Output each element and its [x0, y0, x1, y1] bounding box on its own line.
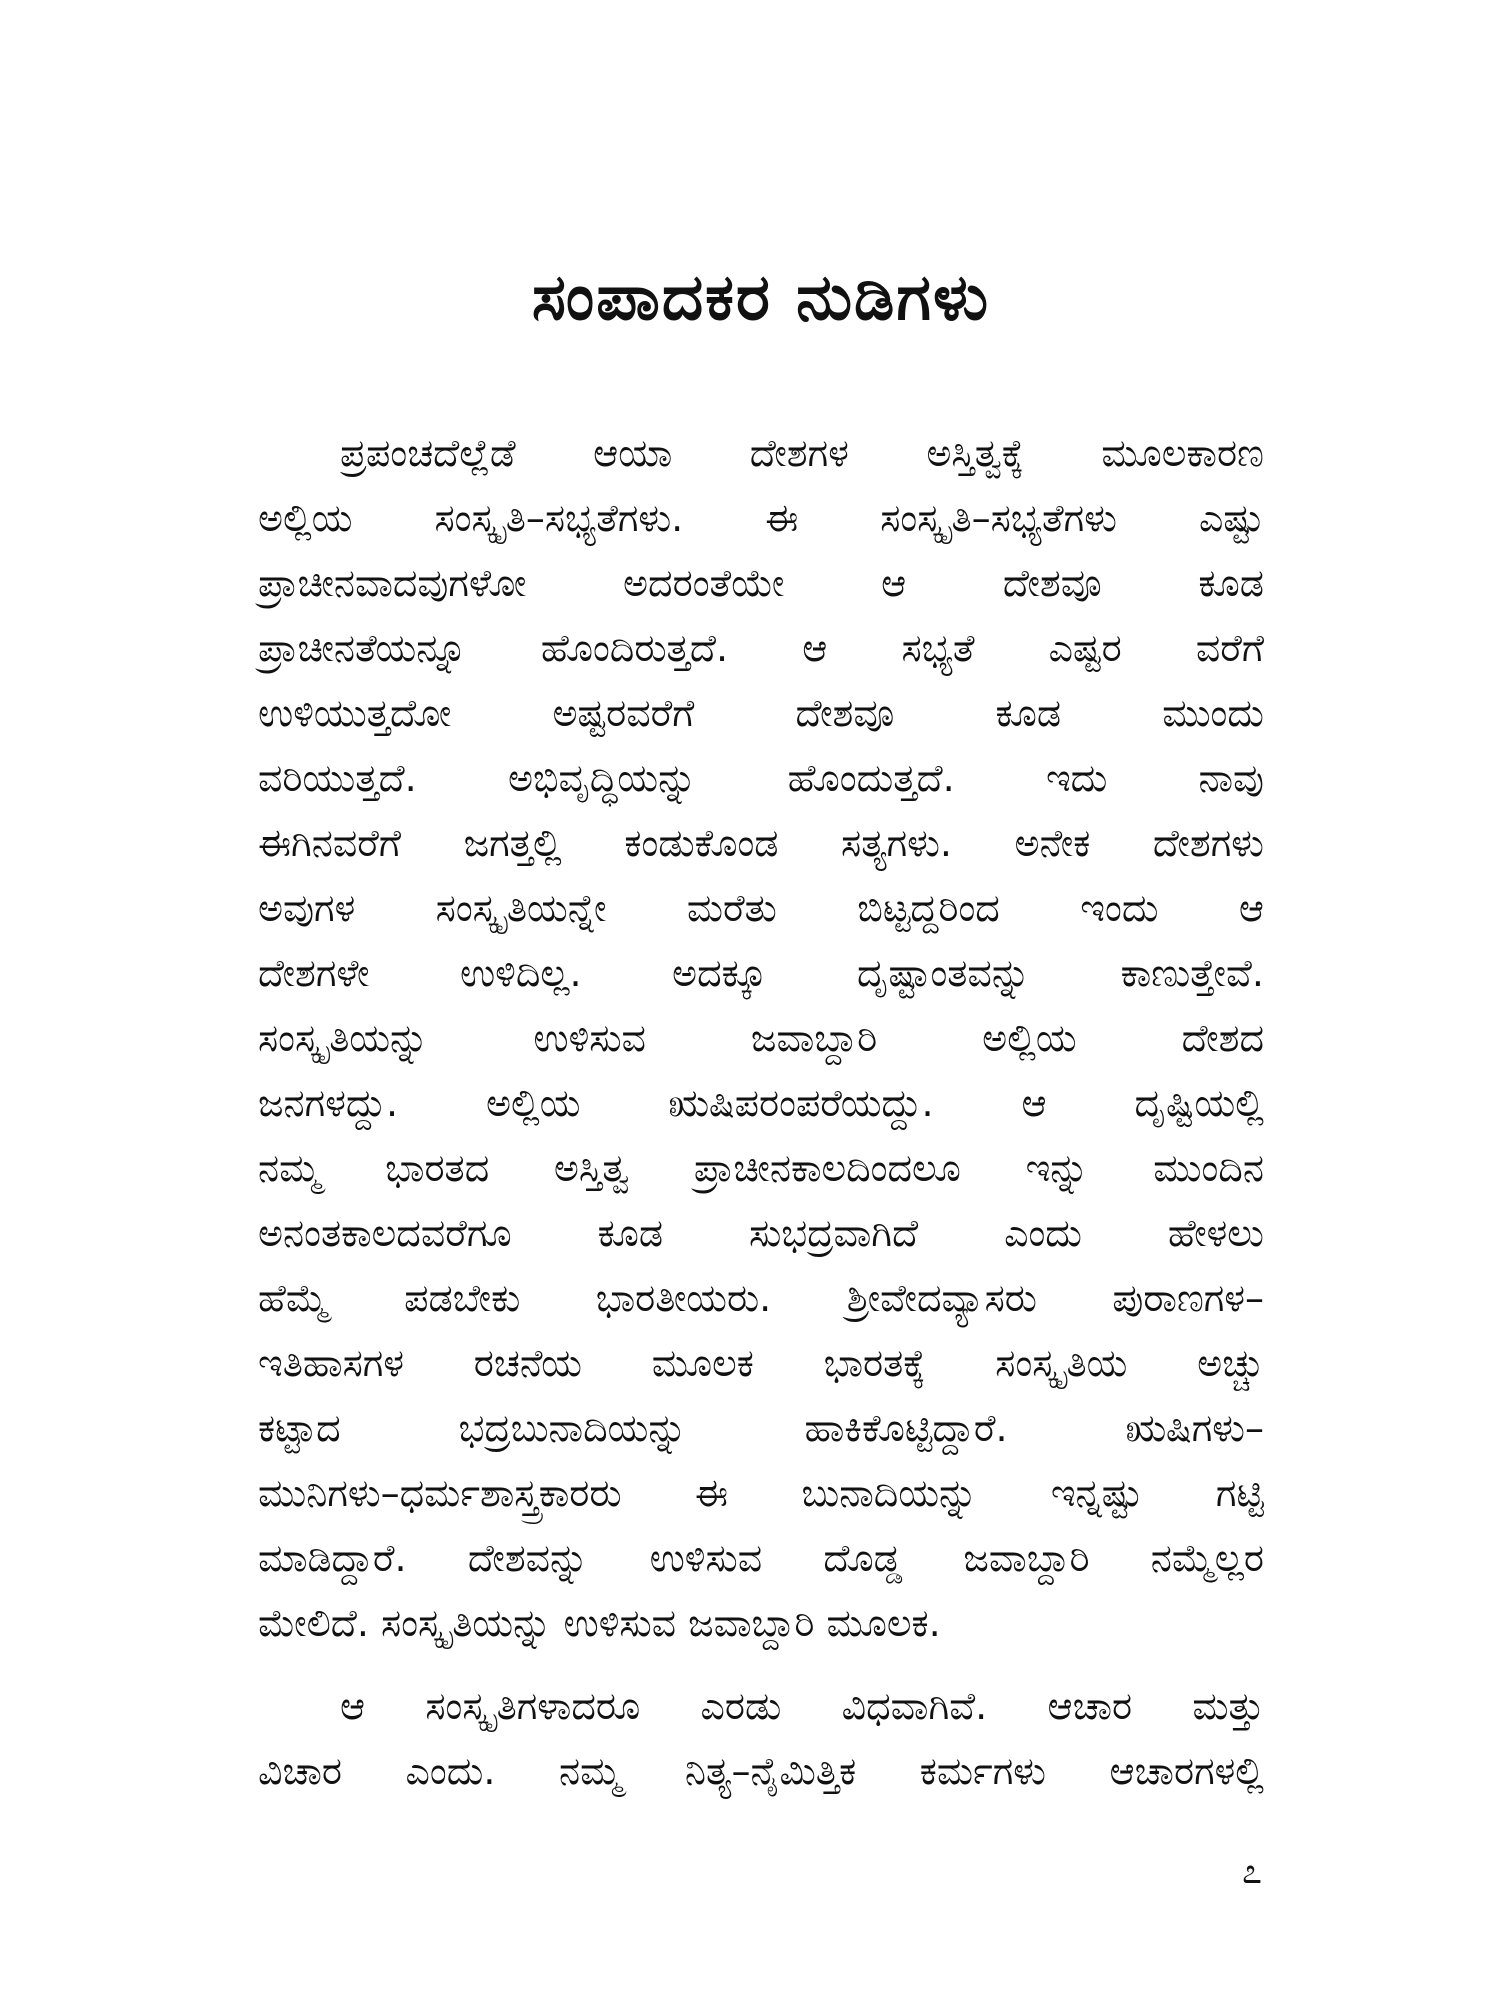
- text-line: ಹೆಮ್ಮೆ ಪಡಬೇಕು ಭಾರತೀಯರು. ಶ್ರೀವೇದವ್ಯಾಸರು ಪುರಾಣಗಳ–: [258, 1276, 1264, 1320]
- text-line: ಮೇಲಿದೆ. ಸಂಸ್ಕೃತಿಯನ್ನು ಉಳಿಸುವ ಜವಾಬ್ದಾರಿ ಮೂಲಕ.: [258, 1601, 941, 1645]
- paragraph-2: [258, 1674, 1264, 1804]
- text-line: ನಮ್ಮ ಭಾರತದ ಅಸ್ತಿತ್ವ ಪ್ರಾಚೀನಕಾಲದಿಂದಲೂ ಇನ್ನು ಮುಂದಿನ: [258, 1146, 1264, 1190]
- text-line: ಅನಂತಕಾಲದವರೆಗೂ ಕೂಡ ಸುಭದ್ರವಾಗಿದೆ ಎಂದು ಹೇಳಲು: [258, 1211, 1264, 1255]
- text-line: ವರಿಯುತ್ತದೆ. ಅಭಿವೃದ್ಧಿಯನ್ನು ಹೊಂದುತ್ತದೆ. ಇದು ನಾವು: [258, 756, 1264, 800]
- text-line: ಪ್ರಾಚೀನವಾದವುಗಳೋ ಅದರಂತೆಯೇ ಆ ದೇಶವೂ ಕೂಡ: [258, 561, 1264, 605]
- text-line: ಇತಿಹಾಸಗಳ ರಚನೆಯ ಮೂಲಕ ಭಾರತಕ್ಕೆ ಸಂಸ್ಕೃತಿಯ ಅಚ್ಚು: [258, 1341, 1264, 1385]
- page-title: ಸಂಪಾದಕರ ನುಡಿಗಳು: [531, 261, 991, 335]
- text-line: ಉಳಿಯುತ್ತದೋ ಅಷ್ಟರವರೆಗೆ ದೇಶವೂ ಕೂಡ ಮುಂದು: [258, 691, 1264, 735]
- text-line: ಮುನಿಗಳು–ಧರ್ಮಶಾಸ್ತ್ರಕಾರರು ಈ ಬುನಾದಿಯನ್ನು ಇನ್ನಷ್ಟು ಗಟ್ಟಿ: [258, 1471, 1264, 1515]
- text-line: ಈಗಿನವರೆಗೆ ಜಗತ್ತಲ್ಲಿ ಕಂಡುಕೊಂಡ ಸತ್ಯಗಳು. ಅನೇಕ ದೇಶಗಳು: [258, 821, 1264, 865]
- text-line: ಕಟ್ಟಾದ ಭದ್ರಬುನಾದಿಯನ್ನು ಹಾಕಿಕೊಟ್ಟಿದ್ದಾರೆ. ಋಷಿಗಳು–: [258, 1406, 1264, 1450]
- text-line: ಜನಗಳದ್ದು. ಅಲ್ಲಿಯ ಋಷಿಪರಂಪರೆಯದ್ದು. ಆ ದೃಷ್ಟಿಯಲ್ಲಿ: [258, 1081, 1264, 1125]
- text-line: ಪ್ರಾಚೀನತೆಯನ್ನೂ ಹೊಂದಿರುತ್ತದೆ. ಆ ಸಭ್ಯತೆ ಎಷ್ಟರ ವರೆಗೆ: [258, 626, 1264, 670]
- text-line: ಆ ಸಂಸ್ಕೃತಿಗಳಾದರೂ ಎರಡು ವಿಧವಾಗಿವೆ. ಆಚಾರ ಮತ್ತು: [340, 1684, 1264, 1728]
- text-line: ಮಾಡಿದ್ದಾರೆ. ದೇಶವನ್ನು ಉಳಿಸುವ ದೊಡ್ಡ ಜವಾಬ್ದಾರಿ ನಮ್ಮೆಲ್ಲರ: [258, 1536, 1264, 1580]
- text-line: ವಿಚಾರ ಎಂದು. ನಮ್ಮ ನಿತ್ಯ–ನೈಮಿತ್ತಿಕ ಕರ್ಮಗಳು ಆಚಾರಗಳಲ್ಲಿ: [258, 1749, 1264, 1793]
- text-line: ದೇಶಗಳೇ ಉಳಿದಿಲ್ಲ. ಅದಕ್ಕೂ ದೃಷ್ಟಾಂತವನ್ನು ಕಾಣುತ್ತೇವೆ.: [258, 951, 1264, 995]
- text-line: ಸಂಸ್ಕೃತಿಯನ್ನು ಉಳಿಸುವ ಜವಾಬ್ದಾರಿ ಅಲ್ಲಿಯ ದೇಶದ: [258, 1016, 1264, 1060]
- body-text: [258, 421, 1264, 1804]
- text-line: ಅಲ್ಲಿಯ ಸಂಸ್ಕೃತಿ–ಸಭ್ಯತೆಗಳು. ಈ ಸಂಸ್ಕೃತಿ–ಸಭ್ಯತೆಗಳು ಎಷ್ಟು: [258, 496, 1264, 540]
- text-line: ಪ್ರಪಂಚದೆಲ್ಲೆಡೆ ಆಯಾ ದೇಶಗಳ ಅಸ್ತಿತ್ವಕ್ಕೆ ಮೂಲಕಾರಣ: [340, 431, 1264, 475]
- text-line: ಅವುಗಳ ಸಂಸ್ಕೃತಿಯನ್ನೇ ಮರೆತು ಬಿಟ್ಟದ್ದರಿಂದ ಇಂದು ಆ: [258, 886, 1264, 930]
- paragraph-1: [258, 421, 1264, 1656]
- page-number: ೭: [1241, 1851, 1262, 1892]
